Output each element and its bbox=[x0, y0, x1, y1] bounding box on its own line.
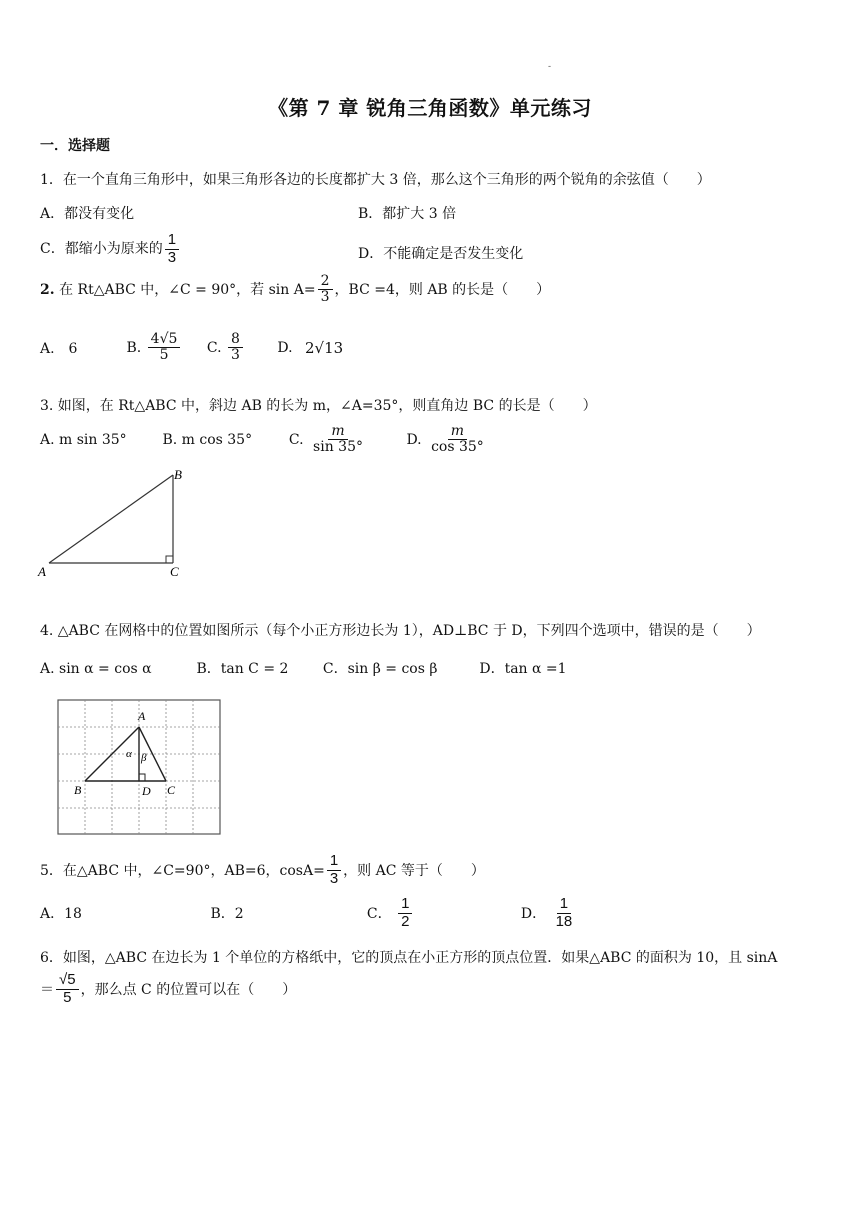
q1-option-d: D．不能确定是否发生变化 bbox=[358, 246, 524, 262]
q6-equals: ＝ bbox=[40, 982, 54, 998]
q3-option-d-fraction bbox=[428, 424, 487, 456]
vertex-label-d: D bbox=[142, 784, 151, 798]
q4-option-c: C．sin β = cos β bbox=[322, 661, 438, 677]
q3-option-c-fraction bbox=[310, 424, 366, 456]
q5-option-d-fraction bbox=[553, 896, 576, 930]
q6-stem-text: ，那么点 C 的位置可以在（ ） bbox=[80, 982, 297, 998]
vertex-label-a: A bbox=[38, 564, 46, 579]
q5-option-c-label: C． bbox=[366, 906, 392, 922]
q3-options bbox=[40, 424, 489, 456]
q4-options bbox=[40, 658, 567, 678]
q1-option-c bbox=[40, 232, 181, 266]
fraction-denominator: 5 bbox=[63, 988, 72, 1006]
fraction-denominator: 3 bbox=[320, 289, 330, 306]
q2-option-c-fraction bbox=[228, 332, 243, 364]
fraction-numerator: 1 bbox=[165, 232, 179, 250]
vertex-label-c: C bbox=[167, 783, 176, 797]
fraction-numerator: 8 bbox=[228, 332, 243, 348]
q1-option-a: A．都没有变化 bbox=[40, 206, 135, 222]
q1-option-c-fraction bbox=[165, 232, 179, 266]
q2-number: 2. bbox=[40, 281, 55, 298]
fraction-denominator: 3 bbox=[167, 248, 177, 266]
q1-option-c-text: C．都缩小为原来的 bbox=[40, 241, 163, 257]
fraction-denominator: 5 bbox=[159, 347, 169, 364]
page-title: 《第 7 章 锐角三角函数》单元练习 bbox=[268, 96, 592, 120]
fraction-denominator: 3 bbox=[230, 347, 240, 364]
q2-option-d-value: 2√13 bbox=[305, 338, 344, 357]
vertex-label-a: A bbox=[138, 709, 146, 723]
q2-stem-text-a: 在 Rt△ABC 中，∠C = 90°，若 sin A= bbox=[59, 281, 316, 298]
q4-grid-figure bbox=[56, 698, 224, 838]
q5-option-b: B．2 bbox=[210, 906, 244, 922]
q5-option-d-label: D． bbox=[520, 906, 547, 922]
vertex-label-b: B bbox=[74, 783, 82, 797]
fraction-numerator: √5 bbox=[56, 972, 79, 990]
q2-option-c-label: C. bbox=[206, 339, 222, 356]
fraction-numerator: 4√5 bbox=[148, 332, 181, 348]
q4-option-b: B．tan C = 2 bbox=[196, 661, 289, 677]
q6-stem-line2 bbox=[40, 972, 296, 1006]
fraction-denominator: 18 bbox=[555, 912, 573, 930]
fraction-numerator: m bbox=[328, 424, 347, 440]
fraction-numerator: 2 bbox=[318, 274, 333, 290]
q2-options bbox=[40, 332, 343, 364]
section-heading: 一．选择题 bbox=[40, 138, 110, 154]
q2-option-d-label: D. bbox=[277, 339, 293, 356]
q3-option-d-label: D. bbox=[406, 431, 422, 448]
q2-option-b-fraction bbox=[148, 332, 181, 364]
q4-stem: 4. △ABC 在网格中的位置如图所示（每个小正方形边长为 1），AD⊥BC 于 D，下列四个选项中，错误的是（ ） bbox=[40, 623, 761, 639]
q5-fraction bbox=[327, 853, 341, 887]
fraction-denominator: cos 35° bbox=[431, 439, 484, 456]
q3-triangle-figure bbox=[36, 464, 196, 582]
right-angle-mark bbox=[166, 556, 173, 563]
q5-stem-text-a: 5．在△ABC 中，∠C=90°，AB=6，cosA= bbox=[40, 863, 325, 879]
q5-options bbox=[40, 896, 577, 930]
q5-stem-text-b: ，则 AC 等于（ ） bbox=[343, 863, 485, 879]
angle-label-alpha: α bbox=[126, 748, 132, 760]
fraction-numerator: m bbox=[448, 424, 467, 440]
q5-option-c-fraction bbox=[398, 896, 412, 930]
q6-stem-line1: 6．如图，△ABC 在边长为 1 个单位的方格纸中，它的顶点在小正方形的顶点位置．如果△ABC 的面积为 10，且 sinA bbox=[40, 950, 778, 966]
q3-option-c-label: C. bbox=[288, 431, 304, 448]
fraction-denominator: sin 35° bbox=[313, 439, 363, 456]
header-mark: - bbox=[548, 62, 552, 72]
q2-option-a: A. 6 bbox=[40, 340, 78, 357]
q3-stem: 3. 如图，在 Rt△ABC 中，斜边 AB 的长为 m，∠A=35°，则直角边 BC 的长是（ ） bbox=[40, 398, 597, 414]
q1-option-b: B．都扩大 3 倍 bbox=[358, 206, 457, 222]
q5-stem bbox=[40, 853, 485, 887]
vertex-label-b: B bbox=[174, 467, 182, 482]
q2-fraction bbox=[318, 274, 333, 306]
q5-option-a: A．18 bbox=[40, 906, 82, 922]
q3-option-b: B. m cos 35° bbox=[162, 431, 253, 448]
q4-option-a: A. sin α = cos α bbox=[40, 661, 152, 677]
q2-option-b-label: B. bbox=[126, 339, 142, 356]
fraction-numerator: 1 bbox=[398, 896, 412, 914]
q2-stem-text-b: ，BC =4，则 AB 的长是（ ） bbox=[334, 281, 551, 298]
angle-label-beta: β bbox=[141, 752, 147, 764]
q6-fraction bbox=[56, 972, 79, 1006]
fraction-denominator: 3 bbox=[329, 869, 339, 887]
q4-option-d: D．tan α =1 bbox=[479, 661, 567, 677]
triangle-side-ab bbox=[49, 475, 173, 563]
q2-stem bbox=[40, 274, 550, 306]
q1-stem: 1．在一个直角三角形中，如果三角形各边的长度都扩大 3 倍，那么这个三角形的两个锐角的余弦值（ ） bbox=[40, 172, 711, 188]
vertex-label-c: C bbox=[170, 564, 179, 579]
fraction-denominator: 2 bbox=[401, 912, 410, 930]
fraction-numerator: 1 bbox=[557, 896, 571, 914]
q3-option-a: A. m sin 35° bbox=[40, 431, 127, 448]
fraction-numerator: 1 bbox=[327, 853, 341, 871]
